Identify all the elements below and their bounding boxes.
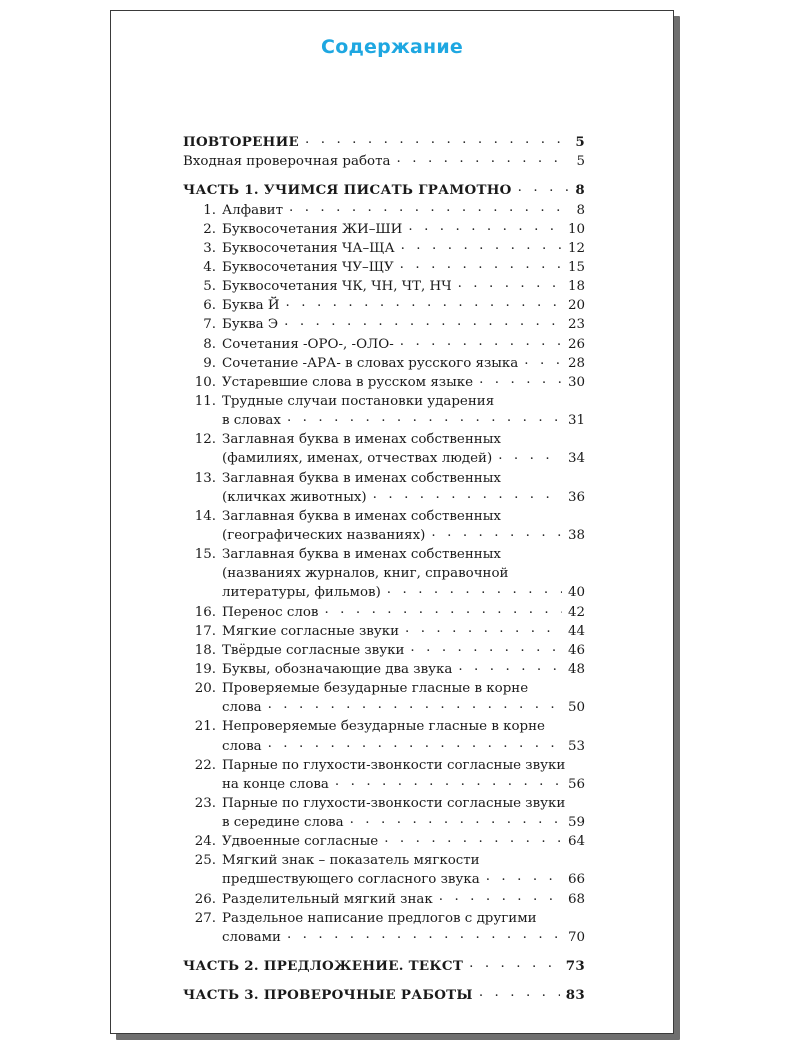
dot-leader [458,278,562,290]
dot-leader [458,661,562,673]
toc-entry-number: 5. [203,279,216,295]
dot-leader [268,738,562,750]
toc-entry-title: ЧАСТЬ 2. ПРЕДЛОЖЕНИЕ. ТЕКСТ [183,958,464,975]
toc-entry-number: 6. [203,298,216,314]
toc-entry [183,294,585,313]
toc-entry-title: Перенос слов [222,604,319,620]
toc-entry [183,773,585,792]
toc-section-heading [183,984,585,1003]
toc-entry-title: литературы, фильмов) [222,585,381,601]
toc-page-number: 73 [565,958,585,975]
toc-entry [183,198,585,217]
toc-entry-number: 11. [194,393,216,409]
toc-page-number: 68 [567,891,585,907]
toc-entry-line [183,677,585,696]
toc-entry [183,581,585,600]
toc-entry [183,620,585,639]
page-title: Содержание [321,36,463,58]
toc-page-number: 59 [567,815,585,831]
toc-entry-title: словами [222,929,281,945]
toc-entry [183,524,585,543]
toc-entry-title: Устаревшие слова в русском языке [222,374,474,390]
toc-entry-number: 21. [194,719,216,735]
toc-entry-number: 12. [194,432,216,448]
toc-entry-title: Заглавная буква в именах собственных [222,432,501,448]
toc-entry-number: 17. [194,623,216,639]
toc-entry-number: 8. [203,336,216,352]
toc-page-number: 26 [567,336,585,352]
dot-leader [405,623,562,635]
toc-entry-line [183,715,585,734]
dot-leader [387,584,562,596]
dot-leader [518,182,570,194]
toc-page-number: 28 [567,355,585,371]
toc-entry-number: 9. [203,355,216,371]
toc-entry [183,150,585,169]
toc-page-number: 44 [567,623,585,639]
toc-entry-number: 19. [194,661,216,677]
toc-entry-title: Заглавная буква в именах собственных [222,470,501,486]
toc-gap [183,169,585,179]
toc-page-number: 83 [565,987,585,1004]
toc-page-number: 36 [567,489,585,505]
toc-entry-number: 3. [203,240,216,256]
toc-entry [183,600,585,619]
toc-page-number: 46 [567,642,585,658]
toc-entry-title: Удвоенные согласные [222,834,379,850]
dot-leader [439,891,562,903]
toc-entry [183,734,585,753]
toc-page-number: 15 [567,259,585,275]
dot-leader [286,297,562,309]
book-page [110,10,674,1034]
toc-entry-line [183,505,585,524]
toc-entry-title: предшествующего согласного звука [222,872,480,888]
toc-entry-number: 26. [194,891,216,907]
toc-entry-number: 18. [194,642,216,658]
toc-entry-number: 24. [194,834,216,850]
toc-page-number: 42 [567,604,585,620]
toc-entry-title: Мягкие согласные звуки [222,623,399,639]
toc-entry [183,352,585,371]
toc-entry [183,256,585,275]
toc-entry-title: Непроверяемые безударные гласные в корне [222,719,545,735]
toc-entry-title: Буквы, обозначающие два звука [222,661,453,677]
toc-entry-title: Проверяемые безударные гласные в корне [222,681,529,697]
toc-section-heading [183,955,585,974]
toc-page-number: 8 [575,182,585,199]
toc-entry-number: 14. [194,508,216,524]
toc-entry-line [183,907,585,926]
toc-page-number: 64 [567,834,585,850]
toc-entry-title: ПОВТОРЕНИЕ [183,134,300,151]
toc-page-number: 40 [567,585,585,601]
toc-page-number: 48 [567,661,585,677]
toc-section-heading [183,179,585,198]
toc-entry [183,830,585,849]
dot-leader [335,776,562,788]
toc-page-number: 12 [567,240,585,256]
dot-leader [400,259,562,271]
toc-entry-line [183,849,585,868]
toc-entry-line [183,466,585,485]
toc-entry-title: (названиях журналов, книг, справочной [222,566,509,582]
toc-entry-title: слова [222,700,262,716]
toc-entry-title: Буквосочетания ЧУ–ЩУ [222,259,394,275]
toc-entry-number: 2. [203,221,216,237]
dot-leader [410,642,562,654]
toc-entry [183,658,585,677]
toc-entry-title: (фамилиях, именах, отчествах людей) [222,451,493,467]
toc-page-number: 23 [567,317,585,333]
dot-leader [486,871,562,883]
toc-entry-line [183,428,585,447]
toc-page-number: 34 [567,451,585,467]
dot-leader [401,240,562,252]
toc-entry-line [183,543,585,562]
toc-entry-number: 1. [203,202,216,218]
toc-page-number: 18 [567,279,585,295]
toc-entry-number: 16. [194,604,216,620]
toc-entry-title: Входная проверочная работа [183,154,391,170]
toc-gap [183,974,585,984]
toc-entry-title: Сочетания -ОРО-, -ОЛО- [222,336,394,352]
dot-leader [305,134,569,146]
toc-entry [183,926,585,945]
toc-page-number: 50 [567,700,585,716]
toc-entry-title: ЧАСТЬ 1. УЧИМСЯ ПИСАТЬ ГРАМОТНО [183,182,512,199]
dot-leader [287,412,562,424]
toc-entry [183,811,585,830]
toc-entry [183,486,585,505]
toc-entry-title: Буква Э [222,317,279,333]
toc-entry-title: в словах [222,413,281,429]
toc-page-number: 53 [567,738,585,754]
toc-entry-line [183,390,585,409]
toc-page-number: 20 [567,298,585,314]
toc-entry-title: Сочетание -АРА- в словах русского языка [222,355,519,371]
toc-entry-title: (географических названиях) [222,527,426,543]
toc-entry-title: ЧАСТЬ 3. ПРОВЕРОЧНЫЕ РАБОТЫ [183,987,473,1004]
toc-page-number: 5 [576,154,585,170]
toc-entry-title: Буквосочетания ЧА–ЩА [222,240,395,256]
toc-entry [183,887,585,906]
dot-leader [350,814,562,826]
toc-entry-title: в середине слова [222,815,344,831]
toc-entry-number: 10. [194,374,216,390]
toc-page-number: 10 [567,221,585,237]
dot-leader [268,699,562,711]
toc-entry-number: 25. [194,853,216,869]
dot-leader [324,604,562,616]
toc-entry-title: Мягкий знак – показатель мягкости [222,853,480,869]
dot-leader [397,153,571,165]
toc-entry [183,868,585,887]
toc-entry [183,447,585,466]
table-of-contents [183,131,585,1003]
toc-entry-title: Трудные случаи постановки ударения [222,393,495,409]
dot-leader [284,316,562,328]
toc-entry-title: Буква Й [222,298,280,314]
toc-entry-line [183,754,585,773]
toc-entry-title: Заглавная буква в именах собственных [222,508,501,524]
toc-page-number: 31 [567,413,585,429]
dot-leader [498,450,562,462]
toc-entry-line [183,792,585,811]
toc-gap [183,945,585,955]
dot-leader [408,221,562,233]
toc-entry-number: 7. [203,317,216,333]
toc-entry-number: 4. [203,259,216,275]
dot-leader [479,374,562,386]
dot-leader [289,202,570,214]
toc-entry-number: 13. [194,470,216,486]
toc-entry-number: 27. [194,910,216,926]
toc-section-heading [183,131,585,150]
toc-entry-number: 15. [194,547,216,563]
toc-entry-title: Раздельное написание предлогов с другими [222,910,537,926]
dot-leader [469,958,560,970]
dot-leader [479,987,560,999]
toc-entry [183,696,585,715]
toc-entry-title: Парные по глухости-звонкости согласные звуки [222,757,566,773]
toc-page-number: 5 [575,134,585,151]
toc-entry [183,409,585,428]
dot-leader [524,355,562,367]
toc-entry-title: Буквосочетания ЖИ–ШИ [222,221,403,237]
toc-page-number: 30 [567,374,585,390]
toc-entry-title: Твёрдые согласные звуки [222,642,405,658]
toc-entry-title: Буквосочетания ЧК, ЧН, ЧТ, НЧ [222,279,452,295]
dot-leader [384,833,562,845]
toc-entry [183,218,585,237]
toc-entry-title: слова [222,738,262,754]
toc-entry-number: 23. [194,795,216,811]
toc-entry-title: Разделительный мягкий знак [222,891,433,907]
toc-page-number: 70 [567,929,585,945]
toc-entry-number: 22. [194,757,216,773]
toc-entry [183,237,585,256]
toc-page-number: 8 [576,202,585,218]
toc-entry [183,639,585,658]
toc-entry-title: на конце слова [222,776,329,792]
toc-entry-title: (кличках животных) [222,489,367,505]
dot-leader [431,527,562,539]
toc-page-number: 56 [567,776,585,792]
toc-entry-title: Парные по глухости-звонкости согласные звуки [222,795,566,811]
toc-entry-line [183,562,585,581]
toc-entry [183,371,585,390]
toc-entry [183,313,585,332]
dot-leader [287,929,562,941]
toc-page-number: 66 [567,872,585,888]
toc-entry-title: Алфавит [222,202,283,218]
toc-entry [183,332,585,351]
dot-leader [373,489,562,501]
toc-entry-title: Заглавная буква в именах собственных [222,547,501,563]
dot-leader [400,336,562,348]
toc-entry-number: 20. [194,681,216,697]
toc-page-number: 38 [567,527,585,543]
toc-entry [183,275,585,294]
